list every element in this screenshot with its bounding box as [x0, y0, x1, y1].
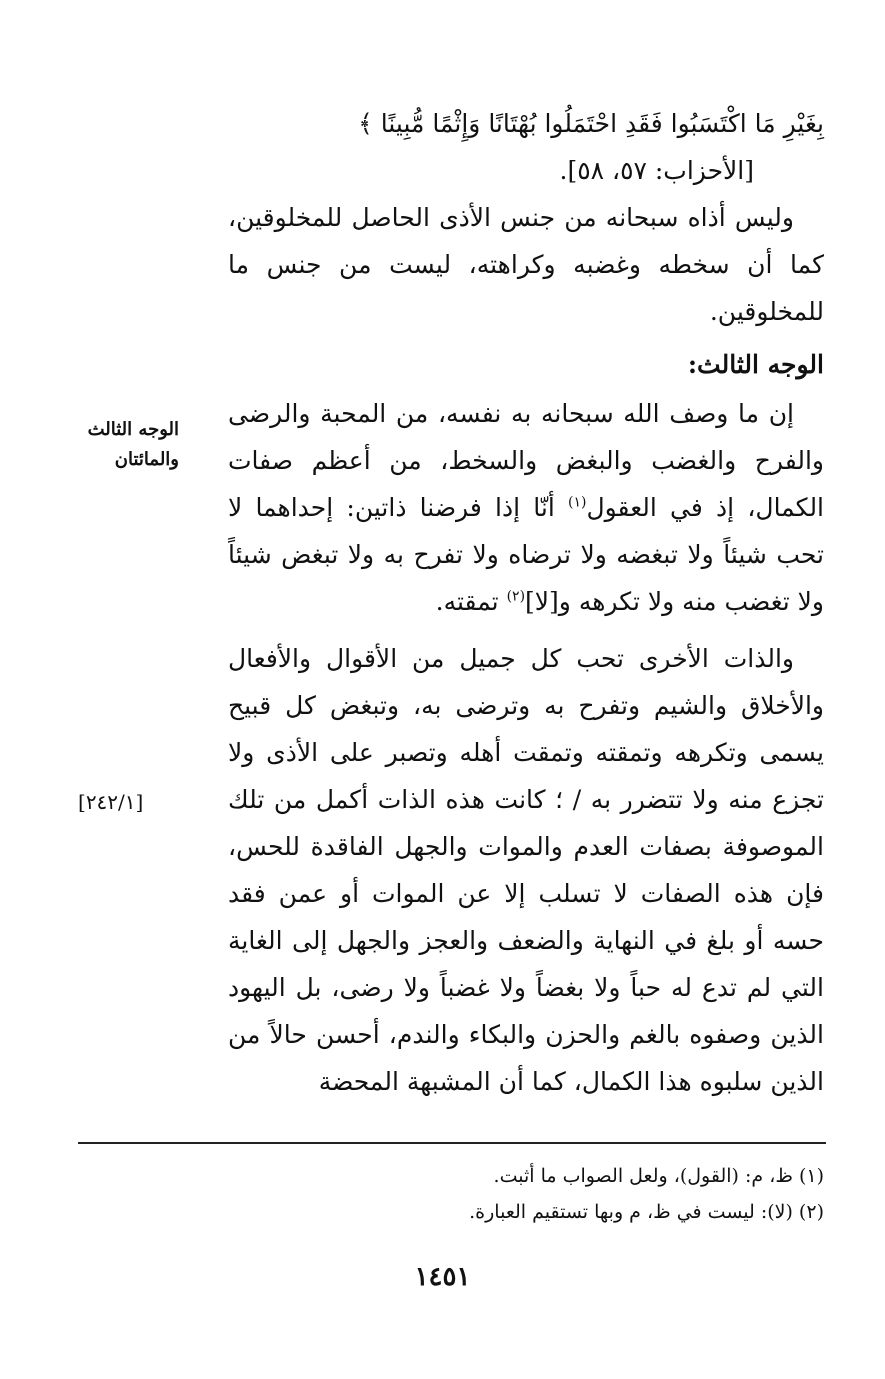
- main-text: [228, 100, 824, 1105]
- section-heading: الوجه الثالث:: [687, 350, 824, 379]
- verse-reference: [الأحزاب: ٥٧، ٥٨].: [559, 156, 754, 185]
- paragraph-2-part-2: أنّا إذا فرضنا ذاتين: إحداهما لا تحب شيئاً ولا تبغضه ولا ترضاه ولا تفرح به ولا تبغض شيئاً ولا تغضب منه ولا تكرهه و[لا]: [228, 493, 824, 616]
- paragraph-2-part-1: إن ما وصف الله سبحانه به نفسه، من المحبة والرضى والفرح والغضب والبغض والسخط، من أعظم صفات الكمال، إذ في العقول: [228, 399, 825, 522]
- margin-note: [49, 415, 179, 475]
- page-number: ١٤٥١: [414, 1262, 471, 1292]
- margin-note-line-2: والمائتان: [114, 449, 179, 470]
- footnote-divider: [78, 1142, 826, 1144]
- quran-verse-line: بِغَيْرِ مَا اكْتَسَبُوا فَقَدِ احْتَمَلُوا بُهْتَانًا وَإِثْمًا مُّبِينًا ﴾: [358, 109, 824, 138]
- paragraph-3: والذات الأخرى تحب كل جميل من الأقوال والأفعال والأخلاق والشيم وتفرح به وترضى به، وتبغض كل قبيح يسمى وتكرهه وتمقته وتمقت أهله وتصبر على الأذى ولا تجزع منه ولا تتضرر به / ؛ كانت هذه الذات أكمل من تلك الموصوفة بصفات العدم والموات والجهل الفاقدة للحس، فإن هذه الصفات لا تسلب إلا عن الموات أو عمن فقد حسه أو بلغ في النهاية والضعف والعجز والجهل إلى الغاية التي لم تدع له حباً ولا بغضاً ولا غضباً ولا رضى، بل اليهود الذين وصفوه بالغم والحزن والبكاء والندم، أحسن حالاً من الذين سلبوه هذا الكمال، كما أن المشبهة المحضة: [228, 644, 824, 1096]
- margin-note-line-1: الوجه الثالث: [87, 419, 179, 440]
- paragraph-2-part-3: تمقته.: [435, 587, 507, 616]
- footnote-marker-1[interactable]: (١): [568, 494, 587, 511]
- paragraph-2: [228, 390, 824, 625]
- manuscript-page-reference: [٢٤٢/١]: [78, 790, 144, 814]
- footnote-marker-2[interactable]: (٢): [506, 588, 526, 605]
- paragraph-1: وليس أذاه سبحانه من جنس الأذى الحاصل للمخلوقين، كما أن سخطه وغضبه وكراهته، ليست من جنس ما للمخلوقين.: [228, 203, 824, 326]
- footnote-1: (١) ظ، م: (القول)، ولعل الصواب ما أثبت.: [493, 1165, 824, 1187]
- footnotes: [228, 1158, 824, 1230]
- footnote-2: (٢) (لا): ليست في ظ، م وبها تستقيم العبارة.: [469, 1201, 824, 1223]
